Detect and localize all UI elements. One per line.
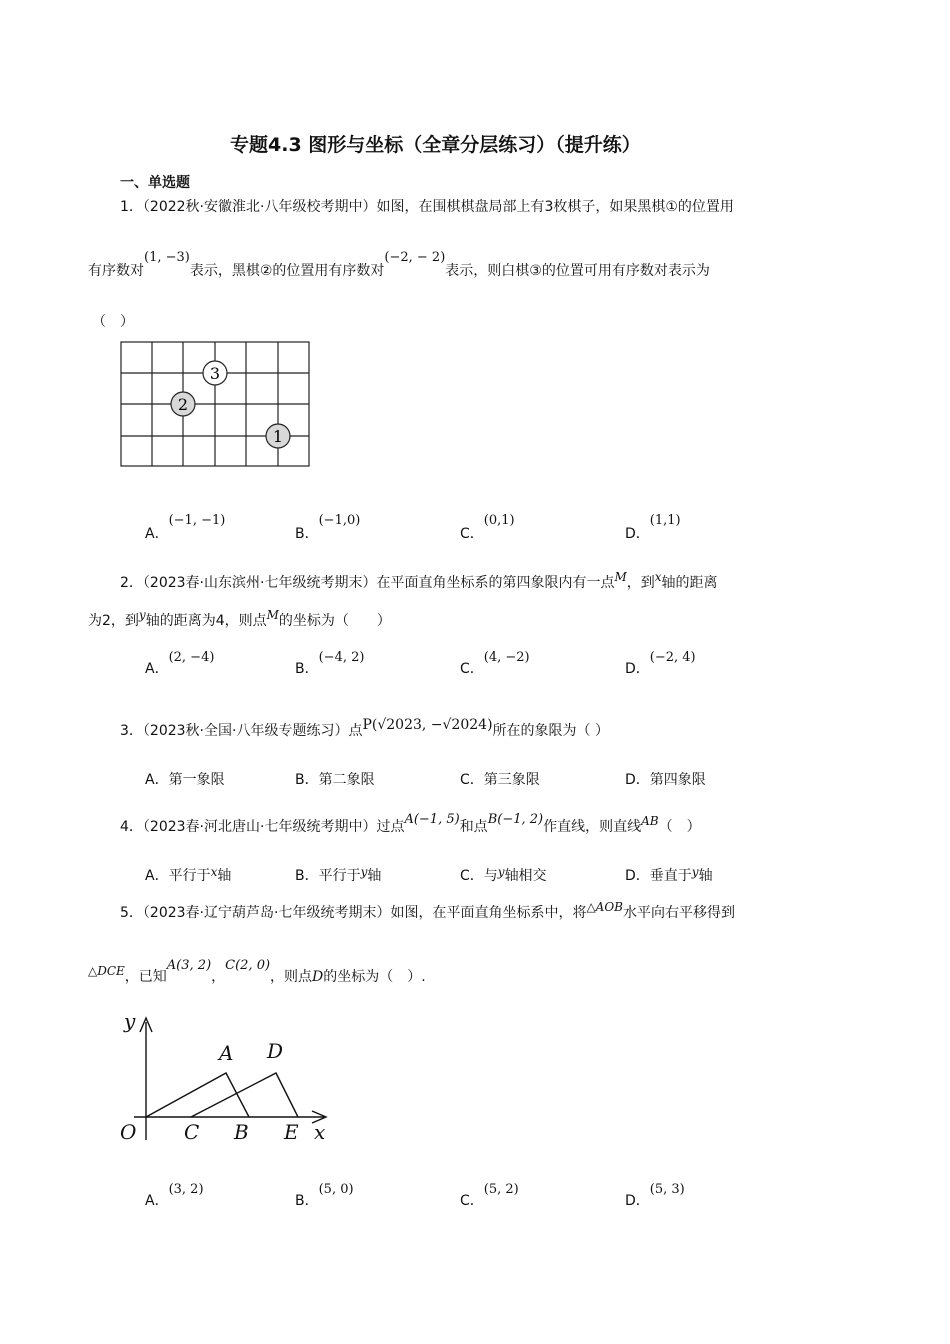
q3-option-a-value: 第一象限 [168, 772, 225, 788]
q4-option-d-letter: D． [625, 868, 650, 884]
q5-option-a-value: (3, 2) [168, 1182, 204, 1197]
q3-option-b-letter: B． [295, 772, 319, 788]
question-1-line-1 [120, 196, 734, 216]
question-4 [120, 812, 701, 836]
question-5-line-1 [120, 902, 735, 922]
go-board-figure [120, 341, 312, 469]
q4-source: （2023春·河北唐山·七年级统考期中） [142, 819, 377, 835]
q1-number: 1． [120, 199, 143, 215]
q1-source: （2022秋·安徽淮北·八年级校考期中） [142, 199, 377, 215]
q1-option-b-value: (−1,0) [318, 513, 361, 528]
triangle-dce [191, 1073, 298, 1117]
q4-option-d-post: 轴 [698, 868, 713, 884]
q2-text-4: 为2，到 [88, 613, 139, 629]
q1-option-a[interactable] [145, 513, 226, 543]
question-5-line-2 [88, 958, 426, 986]
q3-option-c-value: 第三象限 [483, 772, 540, 788]
q4-math-a: A(−1, 5) [404, 812, 460, 827]
q2-var-x: x [654, 570, 662, 584]
section-heading: 一、单选题 [120, 175, 190, 191]
q5-coordinate-graph [112, 1008, 332, 1148]
q5-math-tri-dce: △DCE [88, 964, 125, 978]
q2-option-b[interactable] [295, 650, 365, 678]
q3-option-a-letter: A． [145, 772, 169, 788]
q5-source: （2023春·辽宁葫芦岛·七年级统考期末） [142, 905, 391, 921]
q5-text-5: 的坐标为（ ）. [323, 969, 426, 985]
q2-option-c[interactable] [460, 650, 530, 678]
q2-option-b-letter: B． [295, 661, 319, 677]
page-title: 专题4.3 图形与坐标（全章分层练习）（提升练） [230, 134, 641, 156]
q2-option-a-value: (2, −4) [168, 650, 215, 665]
q5-option-c-value: (5, 2) [483, 1182, 519, 1197]
stone-3-label: 3 [209, 364, 221, 383]
q2-text-1: 在平面直角坐标系的第四象限内有一点 [376, 575, 615, 591]
q3-option-c-letter: C． [460, 772, 484, 788]
q5-number: 5． [120, 905, 143, 921]
q2-number: 2． [120, 575, 143, 591]
q4-option-a-pre: 平行于 [168, 868, 211, 884]
q5-option-c-letter: C． [460, 1193, 484, 1209]
q3-option-c[interactable] [460, 769, 540, 789]
q1-option-c[interactable] [460, 513, 515, 543]
q2-option-c-value: (4, −2) [483, 650, 530, 665]
q1-option-d-value: (1,1) [649, 513, 681, 528]
q4-option-b-var: y [360, 865, 368, 879]
label-x: x [314, 1120, 326, 1144]
q4-option-c-var: y [497, 865, 505, 879]
q4-option-a-var: x [210, 865, 218, 879]
q1-option-d-letter: D． [625, 526, 650, 542]
q4-option-a-letter: A． [145, 868, 169, 884]
q1-text-mid: 表示，黑棋②的位置用有序数对 [189, 263, 385, 279]
q2-option-c-letter: C． [460, 661, 484, 677]
q2-option-b-value: (−4, 2) [318, 650, 365, 665]
label-o: O [120, 1120, 137, 1144]
q4-option-d-pre: 垂直于 [649, 868, 692, 884]
q5-text-4: ，则点 [270, 969, 313, 985]
q5-text-2: 水平向右平移得到 [623, 905, 736, 921]
q4-option-c-post: 轴相交 [504, 868, 547, 884]
q1-option-b[interactable] [295, 513, 361, 543]
q3-option-a[interactable] [145, 769, 225, 789]
q3-number: 3． [120, 723, 143, 739]
label-y: y [124, 1009, 136, 1033]
q2-option-d-letter: D． [625, 661, 650, 677]
q2-text-3: 轴的距离 [661, 575, 718, 591]
q3-source: （2023秋·全国·八年级专题练习） [142, 723, 349, 739]
question-2-line-1 [120, 572, 718, 592]
q2-var-m: M [614, 570, 627, 584]
label-d: D [267, 1039, 284, 1063]
q4-option-c[interactable] [460, 865, 547, 885]
q5-math-c: C(2, 0) [225, 958, 271, 973]
q4-text-2: 和点 [459, 819, 488, 835]
q4-option-b-pre: 平行于 [318, 868, 361, 884]
q3-math-p: P(√2023, −√2024) [362, 717, 493, 733]
q3-text-2: 所在的象限为（ ） [492, 723, 609, 739]
q4-number: 4． [120, 819, 143, 835]
q5-option-b-value: (5, 0) [318, 1182, 354, 1197]
q4-option-b-post: 轴 [367, 868, 382, 884]
q1-option-d[interactable] [625, 513, 681, 543]
q4-text-1: 过点 [376, 819, 405, 835]
q3-option-b[interactable] [295, 769, 375, 789]
q5-text-1: 如图，在平面直角坐标系中，将 [390, 905, 587, 921]
q2-option-d[interactable] [625, 650, 696, 678]
label-b: B [234, 1120, 249, 1144]
q5-option-c[interactable] [460, 1182, 519, 1210]
q1-option-c-letter: C． [460, 526, 484, 542]
q2-option-a[interactable] [145, 650, 215, 678]
q1-math-1: (1, −3) [144, 250, 190, 265]
q4-option-a[interactable] [145, 865, 231, 885]
q5-option-d-letter: D． [625, 1193, 650, 1209]
q5-text-3: ，已知 [124, 969, 167, 985]
q1-option-a-value: (−1, −1) [168, 513, 226, 528]
q4-text-4: （ ） [658, 819, 701, 835]
q4-option-b-letter: B． [295, 868, 319, 884]
label-a: A [219, 1041, 234, 1065]
q4-math-b: B(−1, 2) [487, 812, 544, 827]
q3-option-d-letter: D． [625, 772, 650, 788]
q2-option-d-value: (−2, 4) [649, 650, 696, 665]
q4-text-3: 作直线，则直线 [543, 819, 642, 835]
q3-option-d[interactable] [625, 769, 706, 789]
q1-text-post: 表示，则白棋③的位置可用有序数对表示为 [445, 263, 710, 279]
label-c: C [184, 1120, 200, 1144]
q1-answer-paren: （ ） [92, 314, 134, 330]
q3-option-b-value: 第二象限 [318, 772, 375, 788]
q5-math-tri-aob: △AOB [586, 900, 624, 914]
q5-option-d-value: (5, 3) [649, 1182, 685, 1197]
q1-text-pre: 有序数对 [88, 263, 144, 279]
q2-text-5: 轴的距离为4，则点 [145, 613, 267, 629]
q2-text-6: 的坐标为（ ） [278, 613, 391, 629]
stone-2-label: 2 [177, 395, 189, 414]
q1-text: 如图，在围棋棋盘局部上有3枚棋子，如果黑棋①的位置用 [376, 199, 734, 215]
q4-option-a-post: 轴 [217, 868, 232, 884]
q4-option-c-pre: 与 [483, 868, 498, 884]
q1-math-2: (−2, − 2) [384, 250, 446, 265]
question-3 [120, 717, 609, 740]
q2-var-y: y [138, 608, 146, 622]
q5-option-d[interactable] [625, 1182, 685, 1210]
q2-source: （2023春·山东滨州·七年级统考期末） [142, 575, 377, 591]
stone-1-label: 1 [272, 427, 284, 446]
q4-math-ab: AB [641, 814, 659, 828]
q4-option-b[interactable] [295, 865, 381, 885]
q1-option-a-letter: A． [145, 526, 169, 542]
q5-option-a[interactable] [145, 1182, 204, 1210]
q2-var-m2: M [266, 608, 279, 622]
q2-text-2: ，到 [626, 575, 655, 591]
q2-option-a-letter: A． [145, 661, 169, 677]
q5-option-a-letter: A． [145, 1193, 169, 1209]
q4-option-d-var: y [691, 865, 699, 879]
q5-option-b-letter: B． [295, 1193, 319, 1209]
q4-option-d[interactable] [625, 865, 713, 885]
q5-option-b[interactable] [295, 1182, 354, 1210]
q1-option-b-letter: B． [295, 526, 319, 542]
q1-option-c-value: (0,1) [483, 513, 515, 528]
q3-option-d-value: 第四象限 [649, 772, 706, 788]
question-1-line-2 [88, 250, 710, 280]
q5-var-d: D [312, 969, 324, 985]
label-e: E [284, 1120, 299, 1144]
question-2-line-2 [88, 610, 391, 630]
q5-comma: ， [211, 969, 226, 985]
q4-option-c-letter: C． [460, 868, 484, 884]
q5-math-a: A(3, 2) [166, 958, 212, 973]
q3-text-1: 点 [348, 723, 363, 739]
